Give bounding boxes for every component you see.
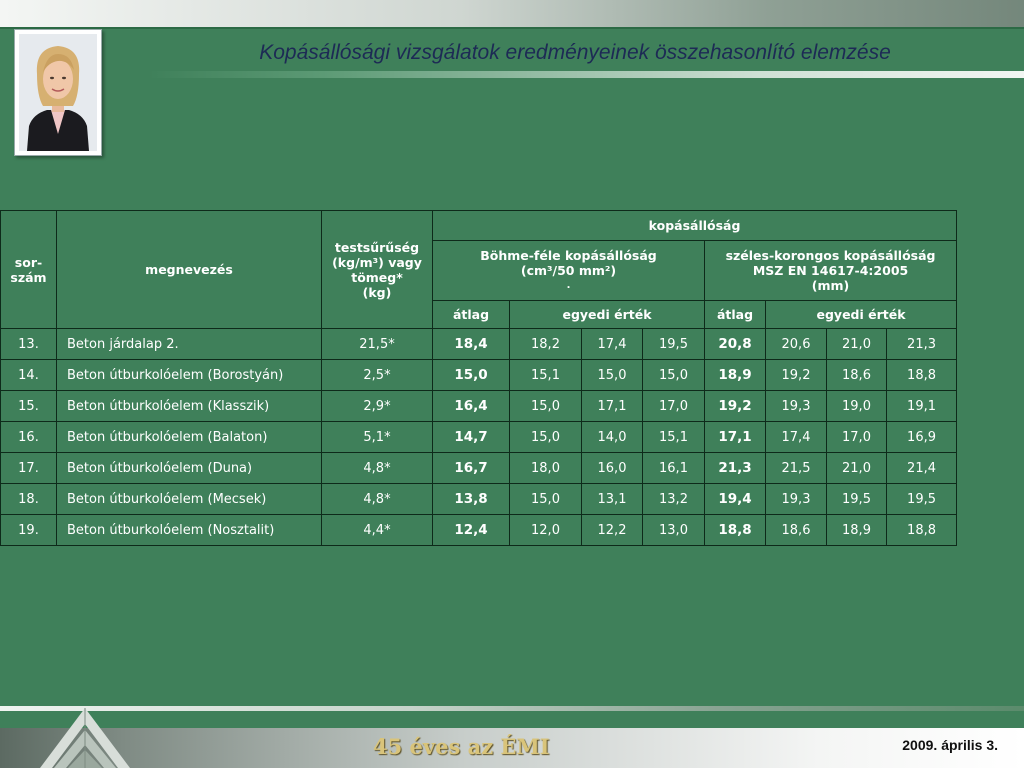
- bottom-divider: [0, 706, 1024, 711]
- top-divider: [0, 27, 1024, 29]
- header-megnevezes: megnevezés: [57, 211, 322, 329]
- row-density: 4,8*: [322, 453, 433, 484]
- row-bohme-avg: 16,4: [433, 391, 510, 422]
- row-wide-avg: 18,8: [705, 515, 766, 546]
- row-wide-value: 18,6: [827, 360, 887, 391]
- table-row: [1, 422, 957, 453]
- row-bohme-value: 15,0: [510, 484, 582, 515]
- row-wide-value: 19,1: [887, 391, 957, 422]
- row-wide-value: 18,6: [766, 515, 827, 546]
- row-wide-value: 18,9: [827, 515, 887, 546]
- row-bohme-value: 16,0: [582, 453, 643, 484]
- header-sorszam: sor-szám: [1, 211, 57, 329]
- row-number: 14.: [1, 360, 57, 391]
- header-kopasallosag: kopásállóság: [433, 211, 957, 241]
- row-wide-value: 21,0: [827, 453, 887, 484]
- row-bohme-avg: 14,7: [433, 422, 510, 453]
- header-density: testsűrűség (kg/m³) vagy tömeg* (kg): [322, 211, 433, 329]
- row-wide-avg: 18,9: [705, 360, 766, 391]
- portrait-frame: [14, 29, 102, 156]
- header-bohme: Böhme-féle kopásállóság (cm³/50 mm²) .: [433, 241, 705, 301]
- row-bohme-value: 19,5: [643, 329, 705, 360]
- header-atlag-bohme: átlag: [433, 301, 510, 329]
- row-wide-value: 19,5: [827, 484, 887, 515]
- row-wide-avg: 19,2: [705, 391, 766, 422]
- row-bohme-avg: 16,7: [433, 453, 510, 484]
- row-wide-avg: 20,8: [705, 329, 766, 360]
- header-egyedi-wide: egyedi érték: [766, 301, 957, 329]
- row-wide-value: 19,0: [827, 391, 887, 422]
- row-bohme-value: 14,0: [582, 422, 643, 453]
- row-bohme-value: 15,1: [510, 360, 582, 391]
- footer-date: 2009. április 3.: [902, 737, 998, 753]
- row-number: 15.: [1, 391, 57, 422]
- row-density: 4,4*: [322, 515, 433, 546]
- table-row: [1, 453, 957, 484]
- header-egyedi-bohme: egyedi érték: [510, 301, 705, 329]
- row-wide-value: 20,6: [766, 329, 827, 360]
- row-bohme-avg: 18,4: [433, 329, 510, 360]
- row-wide-value: 21,0: [827, 329, 887, 360]
- footer-anniversary-text: 45 éves az ÉMI: [373, 734, 550, 759]
- row-density: 2,5*: [322, 360, 433, 391]
- row-name: Beton útburkolóelem (Duna): [57, 453, 322, 484]
- row-number: 13.: [1, 329, 57, 360]
- row-bohme-value: 15,0: [510, 422, 582, 453]
- row-number: 19.: [1, 515, 57, 546]
- row-bohme-value: 12,2: [582, 515, 643, 546]
- row-name: Beton útburkolóelem (Nosztalit): [57, 515, 322, 546]
- row-bohme-value: 15,0: [582, 360, 643, 391]
- row-bohme-value: 13,2: [643, 484, 705, 515]
- row-wide-avg: 21,3: [705, 453, 766, 484]
- emi-logo-icon: [40, 690, 130, 768]
- top-gradient-bar: [0, 0, 1024, 27]
- row-bohme-avg: 12,4: [433, 515, 510, 546]
- table-row: [1, 391, 957, 422]
- row-wide-value: 21,5: [766, 453, 827, 484]
- row-number: 16.: [1, 422, 57, 453]
- row-bohme-value: 18,2: [510, 329, 582, 360]
- row-bohme-value: 13,0: [643, 515, 705, 546]
- row-wide-value: 19,3: [766, 484, 827, 515]
- row-bohme-value: 15,1: [643, 422, 705, 453]
- row-wide-avg: 19,4: [705, 484, 766, 515]
- row-wide-value: 17,4: [766, 422, 827, 453]
- row-name: Beton járdalap 2.: [57, 329, 322, 360]
- row-number: 18.: [1, 484, 57, 515]
- row-wide-avg: 17,1: [705, 422, 766, 453]
- row-wide-value: 16,9: [887, 422, 957, 453]
- row-bohme-value: 13,1: [582, 484, 643, 515]
- row-wide-value: 18,8: [887, 515, 957, 546]
- table-row: [1, 360, 957, 391]
- row-wide-value: 18,8: [887, 360, 957, 391]
- row-bohme-avg: 15,0: [433, 360, 510, 391]
- row-density: 4,8*: [322, 484, 433, 515]
- row-bohme-value: 15,0: [643, 360, 705, 391]
- portrait-photo: [19, 34, 97, 151]
- row-bohme-value: 18,0: [510, 453, 582, 484]
- row-wide-value: 21,3: [887, 329, 957, 360]
- table-row: [1, 329, 957, 360]
- slide-title: Kopásállósági vizsgálatok eredményeinek összehasonlító elemzése: [259, 41, 891, 64]
- abrasion-results-table: [0, 210, 957, 546]
- row-density: 21,5*: [322, 329, 433, 360]
- row-wide-value: 19,2: [766, 360, 827, 391]
- row-bohme-value: 17,1: [582, 391, 643, 422]
- table-row: [1, 515, 957, 546]
- row-bohme-value: 16,1: [643, 453, 705, 484]
- row-wide-value: 19,3: [766, 391, 827, 422]
- row-wide-value: 19,5: [887, 484, 957, 515]
- row-name: Beton útburkolóelem (Klasszik): [57, 391, 322, 422]
- row-name: Beton útburkolóelem (Borostyán): [57, 360, 322, 391]
- row-density: 5,1*: [322, 422, 433, 453]
- row-name: Beton útburkolóelem (Balaton): [57, 422, 322, 453]
- row-name: Beton útburkolóelem (Mecsek): [57, 484, 322, 515]
- row-wide-value: 17,0: [827, 422, 887, 453]
- row-number: 17.: [1, 453, 57, 484]
- row-density: 2,9*: [322, 391, 433, 422]
- header-atlag-wide: átlag: [705, 301, 766, 329]
- portrait-icon: [19, 34, 97, 151]
- row-bohme-value: 15,0: [510, 391, 582, 422]
- row-bohme-value: 12,0: [510, 515, 582, 546]
- table-row: [1, 484, 957, 515]
- title-underline: [148, 71, 1024, 78]
- row-bohme-value: 17,4: [582, 329, 643, 360]
- row-wide-value: 21,4: [887, 453, 957, 484]
- row-bohme-avg: 13,8: [433, 484, 510, 515]
- header-wide-disc: széles-korongos kopásállóság MSZ EN 14617-4:2005 (mm): [705, 241, 957, 301]
- row-bohme-value: 17,0: [643, 391, 705, 422]
